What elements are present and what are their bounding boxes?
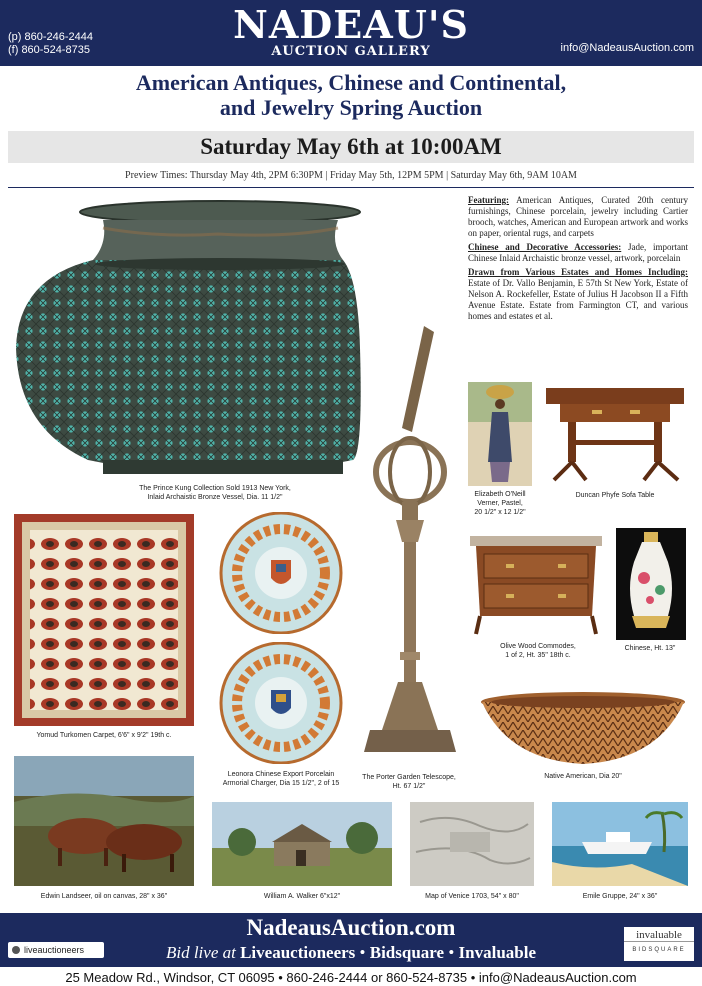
carpet-caption: Yomud Turkomen Carpet, 6'6" x 9'2" 19th c. <box>36 732 172 739</box>
invaluable-link[interactable]: Invaluable <box>458 943 537 962</box>
contact-address: 25 Meadow Rd., Windsor, CT 06095 • 860-246-2444 or 860-524-8735 • info@NadeausAuction.com <box>65 970 637 985</box>
bid-live-line <box>0 943 702 963</box>
gruppe-painting-image[interactable] <box>552 802 688 886</box>
commode-caption-line-1: Olive Wood Commodes, <box>500 643 576 650</box>
title-line-1: American Antiques, Chinese and Continental, <box>135 70 567 95</box>
auction-date: Saturday May 6th at 10:00AM <box>8 131 694 163</box>
verner-caption <box>462 490 538 517</box>
bronze-vessel-image[interactable] <box>8 198 368 478</box>
walker-caption: William A. Walker 6"x12" <box>263 893 341 900</box>
vessel-caption-line-2: Inlaid Archaistic Bronze Vessel, Dia. 11 1/2" <box>147 494 283 501</box>
invaluable-bidsquare-badge[interactable] <box>624 927 694 961</box>
venice-map-image[interactable] <box>410 802 534 886</box>
liveauctioneers-badge-label: liveauctioneers <box>24 945 85 955</box>
chinese-accessories-heading: Chinese and Decorative Accessories: <box>468 242 622 252</box>
landseer-painting-image[interactable] <box>14 756 194 886</box>
verner-caption-line-2: Verner, Pastel, <box>477 500 523 507</box>
phone-number[interactable]: (p) 860-246-2444 <box>8 31 94 43</box>
liveauctioneers-badge[interactable] <box>8 942 104 958</box>
verner-pastel-image[interactable] <box>468 382 532 486</box>
charger-caption-line-1: Leonora Chinese Export Porcelain <box>227 771 335 778</box>
vessel-caption-line-1: The Prince Kung Collection Sold 1913 New York, <box>139 485 291 492</box>
estates-body: Estate of Dr. Vallo Benjamin, E 57th St New York, Estate of Nelson A. Rockefeller, Estate of Julius H Jacobson II a Fifth Avenue Estate. Estate from Farmington CT, and various homes and estates et al. <box>468 278 688 321</box>
featuring-heading: Featuring: <box>468 195 509 205</box>
armorial-charger-image-2[interactable] <box>212 642 350 764</box>
liveauctioneers-link[interactable]: Liveauctioneers <box>240 943 356 962</box>
footer-banner <box>0 913 702 967</box>
auction-title <box>0 70 702 120</box>
charger-caption <box>204 770 358 788</box>
telescope-caption-line-1: The Porter Garden Telescope, <box>362 774 456 781</box>
logo-title: NADEAU'S <box>233 2 469 47</box>
venice-caption: Map of Venice 1703, 54" x 80" <box>425 893 519 900</box>
commode-caption-line-2: 1 of 2, Ht. 35" 18th c. <box>505 652 571 659</box>
turkomen-carpet-image[interactable] <box>14 514 194 726</box>
bidsquare-badge-label: BIDSQUARE <box>632 947 686 953</box>
sofa-table-caption: Duncan Phyfe Sofa Table <box>575 492 655 499</box>
fax-number: (f) 860-524-8735 <box>8 44 90 56</box>
native-american-basket-image[interactable] <box>478 690 688 766</box>
telescope-caption <box>350 773 468 791</box>
divider <box>8 187 694 188</box>
header-email-link[interactable]: info@NadeausAuction.com <box>560 42 694 54</box>
gruppe-caption: Emile Gruppe, 24" x 36" <box>582 893 658 900</box>
landseer-caption: Edwin Landseer, oil on canvas, 28" x 36" <box>40 893 168 900</box>
verner-caption-line-3: 20 1/2" x 12 1/2" <box>474 509 526 516</box>
website-link[interactable]: NadeausAuction.com <box>246 915 456 940</box>
chinese-vase-image[interactable] <box>616 528 686 640</box>
estates-heading: Drawn from Various Estates and Homes Including: <box>468 267 688 277</box>
logo-subtitle: AUCTION GALLERY <box>271 44 431 59</box>
separator: • <box>359 943 366 962</box>
verner-caption-line-1: Elizabeth O'Neill <box>474 491 526 498</box>
bidsquare-link[interactable]: Bidsquare <box>369 943 445 962</box>
featuring-text <box>468 195 688 325</box>
separator: • <box>448 943 455 962</box>
telescope-caption-line-2: Ht. 67 1/2" <box>392 783 426 790</box>
title-line-2: and Jewelry Spring Auction <box>219 95 483 120</box>
commode-caption <box>470 642 606 660</box>
featuring-body: American Antiques, Curated 20th century furnishings, Chinese porcelain, jewelry including Cartier brooch, watches, American and European artwork and works on paper, oriental rugs, and carpets <box>468 195 688 238</box>
liveauctioneers-logo-icon <box>12 946 20 954</box>
sofa-table-image[interactable] <box>540 380 690 486</box>
garden-telescope-image[interactable] <box>352 322 466 766</box>
header-banner <box>0 0 702 66</box>
bid-prefix: Bid live at <box>165 943 236 962</box>
olive-wood-commode-image[interactable] <box>466 534 606 636</box>
charger-caption-line-2: Armorial Charger, Dia 15 1/2", 2 of 15 <box>222 780 340 787</box>
invaluable-badge-label: invaluable <box>624 929 694 942</box>
chinese-accessories-body: Jade, important Chinese Inlaid Archaistic bronze vessel, artwork, porcelain <box>468 242 688 263</box>
vessel-caption <box>100 484 330 502</box>
preview-times: Preview Times: Thursday May 4th, 2PM 6:30PM | Friday May 5th, 12PM 5PM | Saturday May 6th, 9AM 10AM <box>125 170 577 181</box>
armorial-charger-image-1[interactable] <box>212 512 350 634</box>
basket-caption: Native American, Dia 20" <box>544 773 622 780</box>
chinese-vase-caption: Chinese, Ht. 13" <box>624 645 676 652</box>
walker-painting-image[interactable] <box>212 802 392 886</box>
